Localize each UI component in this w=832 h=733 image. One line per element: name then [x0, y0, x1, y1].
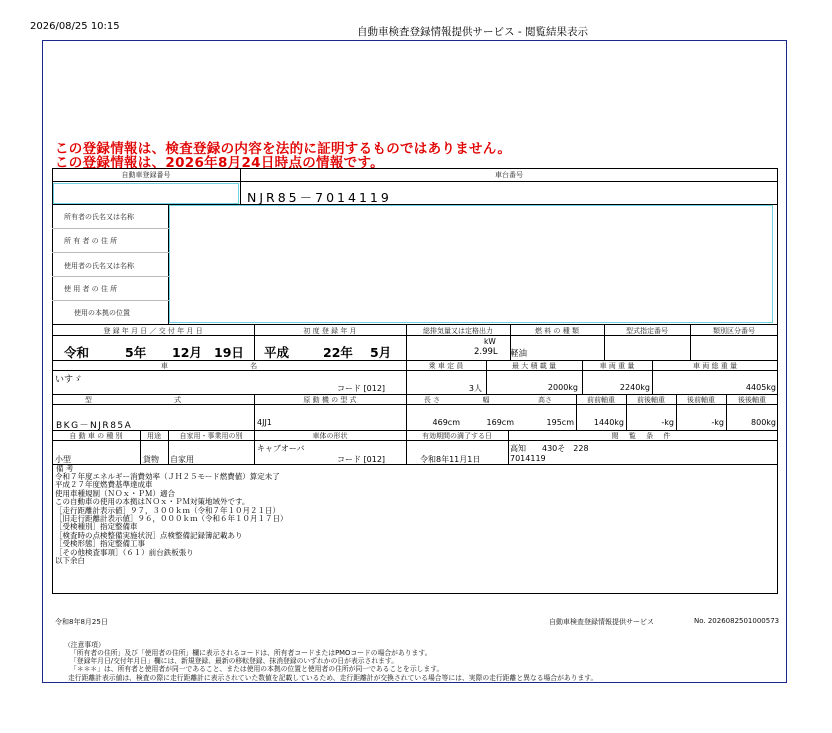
vehicle-weight-label: 車 両 重 量	[599, 362, 635, 370]
first-reg-month: 5月	[370, 345, 392, 360]
remark-line: ［受検種別］指定整備車	[55, 522, 138, 532]
reg-day: 19日	[214, 345, 244, 360]
width-label: 幅	[482, 396, 490, 404]
gross-weight-label: 車 両 総 重 量	[693, 362, 737, 370]
footer-doc-number: No. 2026082501000573	[694, 617, 780, 625]
body-shape-code: コード [012]	[337, 455, 386, 464]
reg-month: 12月	[172, 345, 202, 360]
fuel-value: 軽油	[510, 349, 528, 359]
vehicle-kind-label: 自 動 車 の 種 別	[69, 432, 123, 440]
usage-label: 用途	[147, 432, 161, 440]
body-shape-label: 車体の形状	[312, 432, 348, 440]
note-line: 走行距離計表示値は、検査の際に走行距離計に表示されていた数値を記載しているため、走行距離計が交換されている場合等には、実際の走行距離と異なる場合があります。	[68, 673, 598, 682]
first-reg-era: 平成	[264, 345, 290, 360]
ff-axle-value: 1440kg	[593, 418, 624, 427]
remark-line: ［受検形態］指定整備工事	[55, 539, 145, 549]
fr-axle-label: 前後軸重	[637, 396, 665, 404]
vehicle-kind-value: 小型	[55, 455, 71, 464]
reg-era: 令和	[64, 345, 90, 360]
private-business-value: 自家用	[170, 455, 194, 464]
chassis-number-value: NJR85－7014119	[247, 190, 392, 205]
displacement-label: 総排気量又は定格出力	[423, 327, 493, 335]
remark-line: 使用車種規制（ＮＯｘ・ＰＭ）適合	[55, 488, 175, 498]
remark-line: ［検査時の点検整備実施状況］点検整備記録簿記載あり	[55, 530, 243, 540]
capacity-label: 乗 車 定 員	[428, 362, 464, 370]
rf-axle-value: -kg	[711, 418, 724, 427]
print-datetime: 2026/08/25 10:15	[30, 21, 120, 32]
height-value: 195cm	[546, 418, 574, 427]
remark-line: 平成２７年度燃費基準達成車	[55, 480, 153, 490]
remark-line: ［旧走行距離計表示値］９６，０００ｋｍ（令和６年１０月１７日）	[55, 514, 288, 524]
owner-address-label: 所 有 者 の 住 所	[64, 237, 118, 245]
footer-date: 令和8年8月25日	[55, 618, 108, 626]
model-label: 型 式	[84, 396, 222, 404]
displacement-value: 2.99L	[474, 347, 498, 357]
reg-date-label: 登 録 年 月 日 ／ 交 付 年 月 日	[103, 327, 203, 335]
vehicle-weight-value: 2240kg	[619, 383, 650, 392]
owner-name-label: 所有者の氏名又は名称	[64, 213, 134, 221]
body-shape-value: キャブオーバ	[257, 444, 305, 453]
length-value: 469cm	[432, 418, 460, 427]
legal-warning: この登録情報は、検査登録の内容を法的に証明するものではありません。	[55, 141, 512, 157]
first-reg-year: 22年	[323, 345, 353, 360]
base-location-label: 使用の本拠の位置	[74, 309, 130, 317]
footer-service: 自動車検査登録情報提供サービス	[549, 618, 654, 626]
engine-model-label: 原 動 機 の 型 式	[303, 396, 357, 404]
height-label: 高さ	[538, 396, 552, 404]
car-name-label: 車 名	[160, 362, 298, 370]
note-line: 「登録年月日/交付年月日」欄には、新規登録、最新の移転登録、抹消登録のいずれかの日が表示されます。	[70, 657, 398, 666]
length-label: 長 さ	[423, 396, 441, 404]
remark-line: ［走行距離計表示値］９７，３００ｋｍ（令和７年１０月２１日）	[55, 505, 280, 515]
owner-user-area	[169, 205, 773, 323]
fr-axle-value: -kg	[661, 418, 674, 427]
reg-number-label: 自動車登録番号	[121, 171, 171, 179]
notes-title: （注意事項）	[64, 641, 105, 649]
user-address-label: 使 用 者 の 住 所	[64, 285, 118, 293]
engine-model-value: 4JJ1	[257, 418, 272, 427]
car-name-value: いすゞ	[55, 375, 83, 385]
capacity-value: 3人	[468, 384, 482, 393]
width-value: 169cm	[486, 418, 514, 427]
model-value: BKG－NJR85A	[56, 421, 133, 431]
model-designation-label: 型式指定番号	[626, 327, 668, 335]
first-reg-label: 初 度 登 録 年 月	[303, 327, 357, 335]
remark-line: この自動車の使用の本拠はＮＯｘ・ＰＭ対策地域外です。	[55, 497, 250, 507]
remark-line: 令和７年度エネルギー消費効率（ＪＨ２５モード燃費値）算定未了	[55, 472, 280, 481]
rr-axle-value: 800kg	[751, 418, 776, 427]
plate-sub-value: 7014119	[510, 454, 546, 463]
date-warning: この登録情報は、2026年8月24日時点の情報です。	[55, 155, 384, 171]
max-load-value: 2000kg	[547, 383, 578, 392]
user-name-label: 使用者の氏名又は名称	[64, 262, 134, 270]
private-business-label: 自家用・事業用の別	[179, 432, 243, 440]
fuel-label: 燃 料 の 種 類	[535, 327, 579, 335]
gross-weight-value: 4405kg	[745, 383, 776, 392]
note-line: 「＊＊＊」は、所有者と使用者が同一であること、または使用の本拠の位置と使用者の住所が同一であることを示します。	[70, 665, 444, 674]
rr-axle-label: 後後軸重	[738, 396, 766, 404]
reg-number-value	[53, 183, 239, 204]
remarks-label: 備 考	[56, 464, 74, 473]
page-title: 自動車検査登録情報提供サービス - 閲覧結果表示	[357, 26, 588, 38]
car-name-code: コード [012]	[337, 384, 386, 393]
expiry-label: 有効期間の満了する日	[422, 432, 492, 440]
note-line: 「所有者の住所」及び「使用者の住所」欄に表示されるコードは、所有者コードまたはPMOコードの場合があります。	[70, 649, 432, 657]
displacement-unit: kW	[484, 337, 496, 346]
chassis-number-label: 車台番号	[495, 171, 523, 179]
rf-axle-label: 後前軸重	[687, 396, 715, 404]
remark-line: ［その他検査事項］（６１）前台鉄板張り	[55, 547, 194, 557]
notes-list	[70, 649, 597, 682]
remarks-list	[55, 473, 288, 565]
max-load-label: 最 大 積 載 量	[512, 362, 556, 370]
inspection-notes-label: 閲 覧 条 件	[611, 432, 675, 440]
expiry-value: 令和8年11月1日	[420, 455, 481, 464]
usage-value: 貨物	[143, 455, 159, 464]
remark-line: 以下余白	[55, 556, 85, 566]
reg-year: 5年	[125, 345, 147, 360]
category-number-label: 類別区分番号	[713, 327, 755, 335]
ff-axle-label: 前前軸重	[587, 396, 615, 404]
plate-value: 高知 430そ 228	[510, 444, 589, 453]
